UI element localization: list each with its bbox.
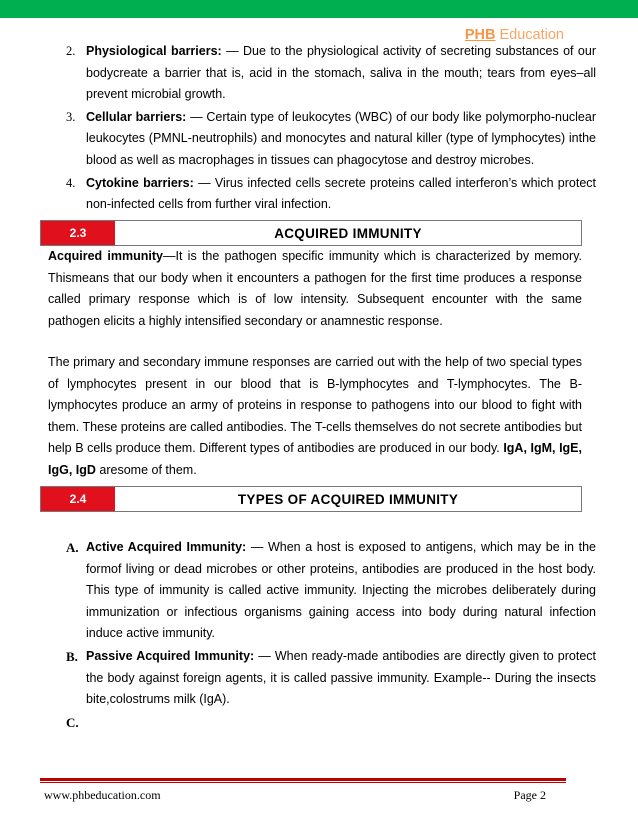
item-title: Cytokine barriers: (86, 175, 194, 190)
page-number: Page 2 (513, 788, 546, 802)
lead-term: Acquired immunity (48, 249, 163, 263)
list-number: 4. (66, 175, 76, 190)
item-text: — Due to the physiological activity of secreting substances of our bodycreate a barrier that is, acid in the stomach, saliva in the mouth; tears from eyes–all prevent microbial growth. (86, 44, 596, 102)
item-text: — When a host is exposed to antigens, which may be in the formof living or dead microbes or other proteins, antibodies are produced in the host body. This type of immunity is called active immunity. Injecting the microbes deliberately during immunization or infectious organisms gaining access into body during natural infection induce active immunity. (86, 540, 597, 641)
acquired-types-list (66, 537, 596, 734)
brand-education: Education (495, 27, 564, 43)
list-item (66, 646, 596, 711)
list-item (66, 107, 596, 172)
item-title: Physiological barriers: (86, 44, 222, 58)
footer-website[interactable]: www.phbeducation.com (44, 788, 161, 802)
item-title: Passive Acquired Immunity: (86, 648, 255, 663)
section-number: 2.4 (41, 487, 115, 511)
list-letter: B. (66, 648, 78, 664)
para-tail: aresome of them. (95, 462, 197, 477)
list-item (66, 537, 596, 645)
list-number: 3. (66, 109, 76, 124)
item-title: Cellular barriers: (86, 109, 187, 124)
antibody-types: IgA, IgM, IgE, IgG, IgD (48, 441, 582, 477)
list-item (66, 41, 596, 106)
list-letter: C. (66, 714, 79, 730)
top-green-bar (0, 0, 638, 18)
footer-rule-thin (40, 782, 566, 783)
item-text: — Virus infected cells secrete proteins called interferon’s which protect non-infected cells from further viral infection. (86, 175, 597, 212)
list-item (66, 712, 596, 734)
barriers-list (66, 41, 596, 216)
list-letter: A. (66, 540, 79, 555)
lead-text: —It is the pathogen specific immunity which is characterized by memory. Thismeans that our body when it encounters a pathogen for the first time produces a response called primary response which is of low intensity. Subsequent encounter with the same pathogen elicits a highly intensified secondary or anamnestic response. (48, 249, 582, 328)
footer-rule (40, 778, 566, 781)
acquired-immunity-paragraph (48, 246, 582, 332)
section-title: TYPES OF ACQUIRED IMMUNITY (237, 491, 459, 507)
item-text: — Certain type of leukocytes (WBC) of our body like polymorpho-nuclear leukocytes (PMNL-neutrophils) and monocytes and natural killer (type of lymphocytes) inthe blood as well as macrophages in tissues can phagocytose and destroy microbes. (86, 109, 597, 167)
list-item (66, 173, 596, 216)
item-title: Active Acquired Immunity: (86, 540, 247, 554)
section-title: ACQUIRED IMMUNITY (274, 225, 422, 241)
section-header-2-3 (40, 220, 582, 246)
list-number: 2. (66, 44, 76, 58)
section-header-2-4 (40, 486, 582, 512)
section-number: 2.3 (41, 221, 115, 245)
brand-phb: PHB (464, 27, 496, 43)
lymphocytes-paragraph (48, 352, 582, 482)
para-text: The primary and secondary immune responses are carried out with the help of two special types of lymphocytes present in our blood that is B-lymphocytes and T-lymphocytes. The B-lymphocytes produce an army of proteins in response to pathogens into our blood to fight with them. These proteins are called antibodies. The T-cells themselves do not secrete antibodies but help B cells produce them. Different types of antibodies are produced in our body. (48, 355, 582, 456)
item-text: — When ready-made antibodies are directly given to protect the body against foreign agents, it is called passive immunity. Example-- During the insects bite,colostrums milk (IgA). (86, 648, 597, 707)
